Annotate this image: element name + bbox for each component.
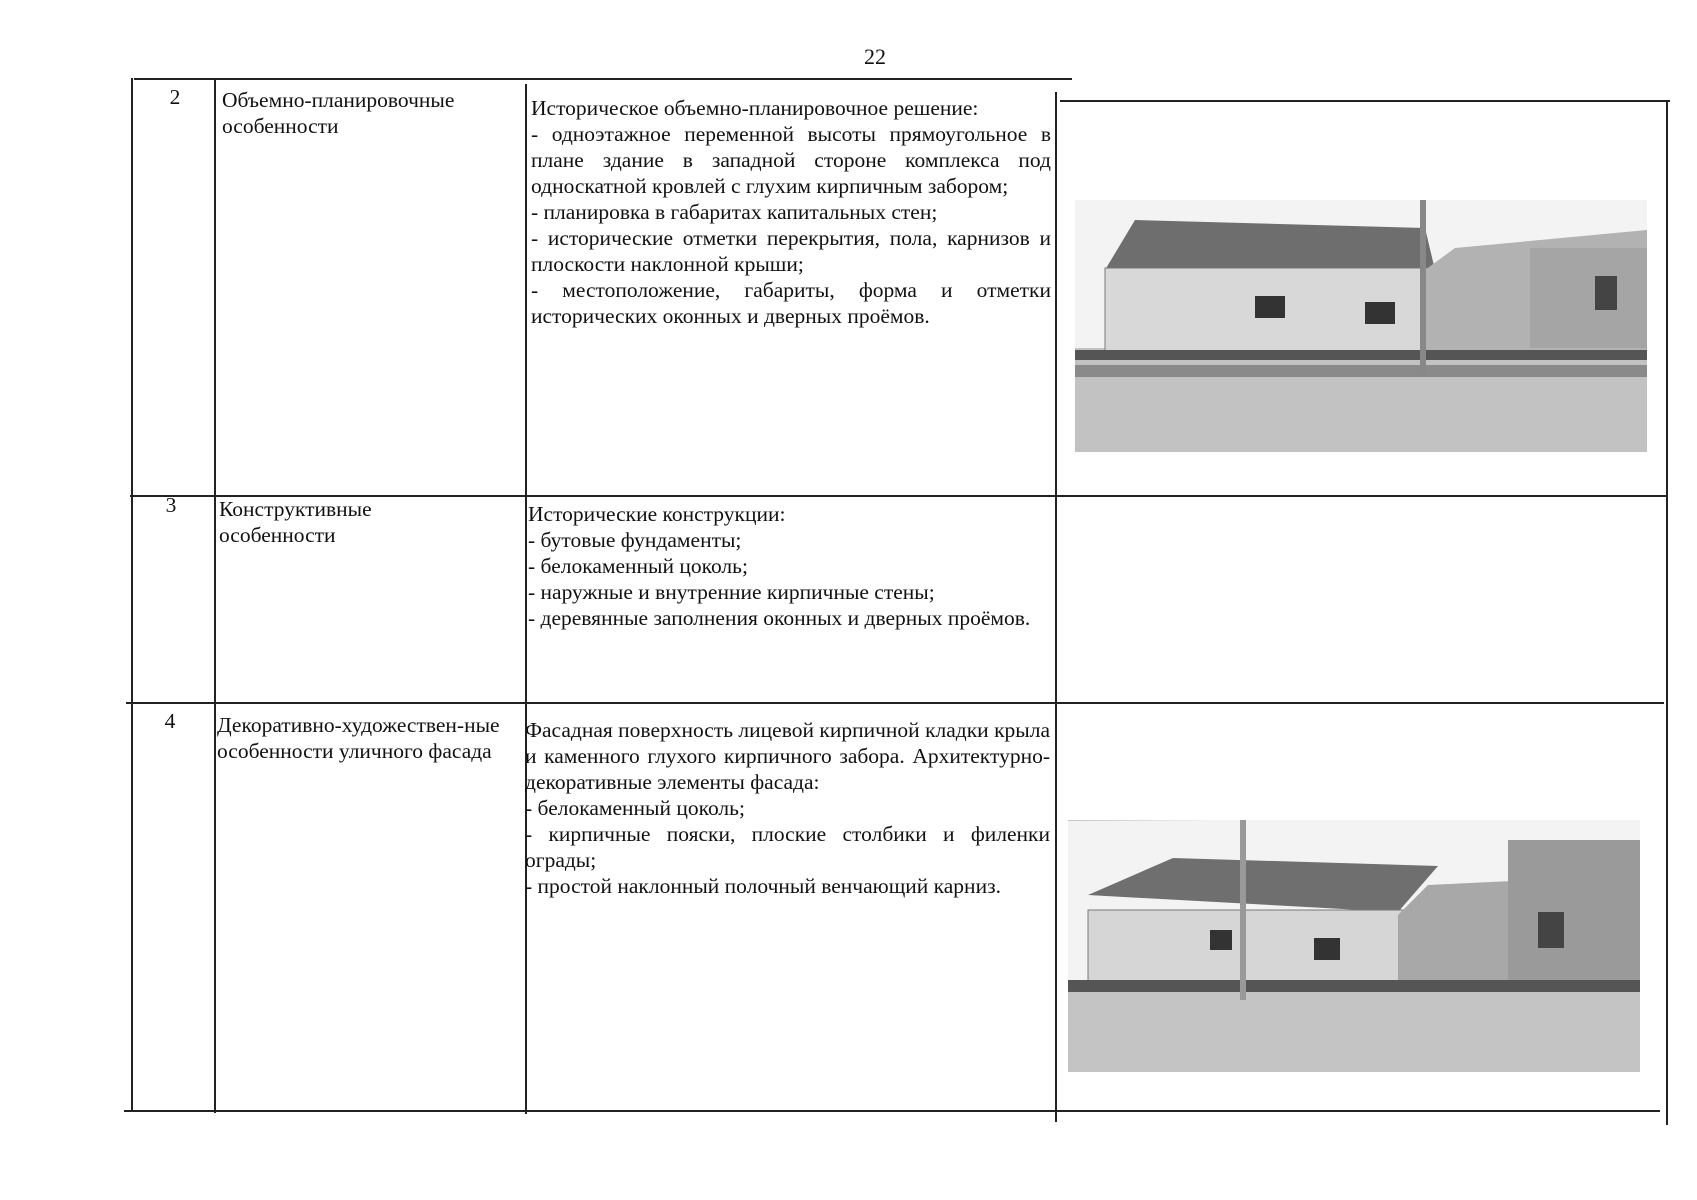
- row-index: 4: [164, 709, 176, 733]
- table-rule: [126, 702, 1664, 704]
- description-item: - исторические отметки перекрытия, пола, карнизов и плоскости наклонной крыши;: [531, 226, 1051, 276]
- table-rule: [124, 1110, 1660, 1112]
- table-rule: [1055, 92, 1057, 1122]
- description-item: - кирпичные пояски, плоские столбики и филенки ограды;: [525, 822, 1050, 872]
- table-rule: [131, 78, 133, 1111]
- description-heading: Историческое объемно-планировочное решение:: [531, 96, 979, 120]
- table-rule: [214, 78, 216, 1113]
- building-photo: [1068, 820, 1640, 1072]
- row-title: Декоративно-художествен-ные особенности уличного фасада: [217, 713, 500, 763]
- description-heading: Исторические конструкции:: [528, 502, 786, 526]
- description-item: - местоположение, габариты, форма и отметки исторических оконных и дверных проёмов.: [531, 278, 1051, 328]
- table-rule: [1666, 100, 1668, 1125]
- description-item: - простой наклонный полочный венчающий карниз.: [525, 874, 1001, 898]
- table-rule: [1060, 100, 1670, 102]
- row-description: [525, 717, 1050, 899]
- row-description: [531, 95, 1051, 329]
- description-item: - планировка в габаритах капитальных стен;: [531, 200, 938, 224]
- row-title: Конструктивные особенности: [219, 497, 372, 547]
- description-heading: Фасадная поверхность лицевой кирпичной кладки крыла и каменного глухого кирпичного забора. Архитектурно-декоративные элементы фасада:: [525, 718, 1050, 794]
- row-index: 2: [169, 85, 181, 109]
- row-title: Объемно-планировочные особенности: [222, 88, 455, 138]
- description-item: - бутовые фундаменты;: [528, 528, 742, 552]
- row-index: 3: [165, 493, 177, 517]
- page-number: 22: [864, 44, 886, 69]
- building-photo-icon: [1075, 200, 1647, 452]
- description-item: - деревянные заполнения оконных и дверных проёмов.: [528, 606, 1031, 630]
- description-item: - одноэтажное переменной высоты прямоугольное в плане здание в западной стороне комплекса под односкатной кровлей с глухим кирпичным забором;: [531, 122, 1051, 198]
- description-item: - белокаменный цоколь;: [525, 796, 745, 820]
- table-rule: [134, 78, 1072, 80]
- table-rule: [525, 84, 527, 1114]
- building-photo: [1075, 200, 1647, 452]
- building-photo-icon: [1068, 820, 1640, 1072]
- description-item: - наружные и внутренние кирпичные стены;: [528, 580, 935, 604]
- row-description: [528, 501, 1050, 631]
- description-item: - белокаменный цоколь;: [528, 554, 748, 578]
